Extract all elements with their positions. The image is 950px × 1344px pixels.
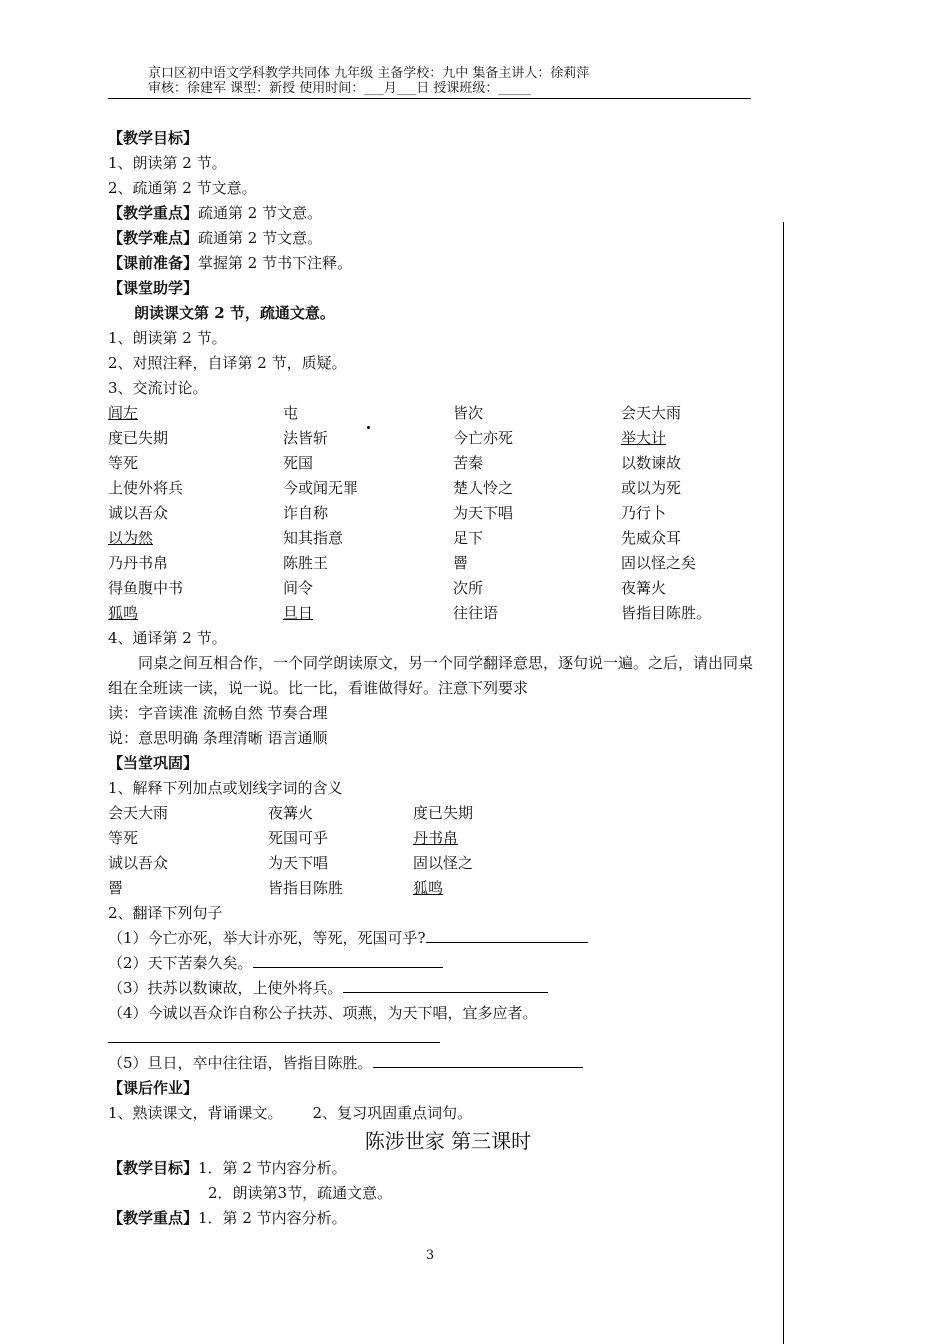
vocab-word: 今亡亦死 [453,429,514,447]
answer-blank[interactable] [108,1028,440,1043]
margin-rule [783,222,784,1344]
vocab-row [108,401,758,426]
vocab-word: 上使外将兵 [108,479,184,497]
answer-blank[interactable] [373,1053,583,1068]
lesson3-key [108,1206,758,1231]
vocab-word: 陈胜王 [283,554,329,572]
vocab-word: 旦日 [283,604,314,622]
answer-blank[interactable] [343,978,548,993]
vocab-row [108,476,758,501]
prep-text: 掌握第 2 节书下注释。 [198,254,353,272]
vocab-row [108,426,758,451]
explain-word: 皆指目陈胜 [268,879,344,897]
vocab-word: 皆次 [453,404,484,422]
explain-word: 夜篝火 [268,804,314,822]
explain-word: 固以怪之 [413,854,474,872]
vocab-word: 以数谏故 [621,454,682,472]
homework-heading: 【课后作业】 [108,1079,199,1097]
explain-word: 等死 [108,829,139,847]
explain-word: 为天下唱 [268,854,329,872]
vocab-row [108,551,758,576]
translate-4: （4）今诚以吾众诈自称公子扶苏、项燕，为天下唱，宜多应者。 [108,1004,538,1022]
answer-blank[interactable] [253,953,443,968]
header-rule [108,98,751,99]
vocab-word: 以为然 [108,529,154,547]
vocab-word: 间令 [283,579,314,597]
goal-item-1: 1、朗读第 2 节。 [108,154,227,172]
vocab-word: 为天下唱 [453,504,514,522]
help-subtitle: 朗读课文第 2 节，疏通文意。 [134,304,335,322]
vocab-word: 今或闻无罪 [283,479,359,497]
vocab-word: 先威众耳 [621,529,682,547]
step-4: 4、通译第 2 节。 [108,629,227,647]
explain-word: 会天大雨 [108,804,169,822]
vocab-word: 次所 [453,579,484,597]
goal-heading: 【教学目标】 [108,129,199,147]
lesson3-goal [108,1156,758,1181]
explain-grid [108,801,758,901]
vocab-row [108,501,758,526]
goal-item-2: 2、疏通第 2 节文意。 [108,179,257,197]
key-point [108,201,758,226]
difficulty-text: 疏通第 2 节文意。 [198,229,323,247]
reading-requirements: 读：字音读准 流畅自然 节奏合理 [108,704,328,722]
translate-1-text: （1）今亡亦死，举大计亦死，等死，死国可乎? [108,929,426,947]
worksheet-body [108,126,758,1231]
question-2: 2、翻译下列句子 [108,904,223,922]
lesson3-key-1: 1．第 2 节内容分析。 [198,1209,347,1227]
vocab-word: 举大计 [621,429,667,447]
step-3: 3、交流讨论。 [108,379,208,397]
translate-2-text: （2）天下苦秦久矣。 [108,954,253,972]
prep-heading: 【课前准备】 [108,254,199,272]
vocab-row [108,526,758,551]
vocab-word: 往往语 [453,604,499,622]
question-1: 1、解释下列加点或划线字词的含义 [108,779,343,797]
vocab-word: 度已失期 [108,429,169,447]
vocab-word: 乃丹书帛 [108,554,169,572]
vocab-word: 诈自称 [283,504,329,522]
translate-5 [108,1051,758,1076]
explain-row [108,826,758,851]
explain-word: 狐鸣 [413,879,444,897]
explain-word: 丹书帛 [413,829,459,847]
homework-item-1: 1、熟读课文，背诵课文。 [108,1104,283,1122]
lesson3-goal-heading: 【教学目标】 [108,1159,199,1177]
explain-word: 罾 [108,879,124,897]
explain-row [108,801,758,826]
difficulty [108,226,758,251]
explain-row [108,876,758,901]
vocab-word: 死国 [283,454,314,472]
vocab-word: 固以怪之矣 [621,554,697,572]
vocab-grid [108,401,758,626]
vocab-word: 楚人怜之 [453,479,514,497]
step-2: 2、对照注释，自译第 2 节，质疑。 [108,354,347,372]
vocab-row [108,451,758,476]
vocab-word: 狐鸣 [108,604,139,622]
explain-word: 死国可乎 [268,829,329,847]
difficulty-heading: 【教学难点】 [108,229,199,247]
vocab-word: 闾左 [108,404,139,422]
vocab-word: 罾 [453,554,469,572]
explain-row [108,851,758,876]
key-text: 疏通第 2 节文意。 [198,204,323,222]
vocab-word: 足下 [453,529,484,547]
page-number: 3 [425,1248,435,1263]
vocab-word: 夜篝火 [621,579,667,597]
help-heading: 【课堂助学】 [108,279,199,297]
homework-items [108,1101,758,1126]
translate-2 [108,951,758,976]
vocab-word: 屯 [283,401,453,426]
consolidation-heading: 【当堂巩固】 [108,754,199,772]
lesson3-goal-1: 1．第 2 节内容分析。 [198,1159,347,1177]
header-line-2: 审核：徐建军 课型：新授 使用时间：___月___日 授课班级：_____ [148,81,531,96]
vocab-word: 得鱼腹中书 [108,579,184,597]
vocab-word: 法皆斩 [283,429,329,447]
vocab-row [108,601,758,626]
translate-3-text: （3）扶苏以数谏故，上使外将兵。 [108,979,343,997]
translate-3 [108,976,758,1001]
lesson-title: 陈涉世家 第三课时 [364,1129,532,1153]
vocab-word: 苦秦 [453,454,484,472]
header-line-1: 京口区初中语文学科教学共同体 九年级 主备学校：九中 集备主讲人：徐莉萍 [148,66,590,81]
vocab-word: 诚以吾众 [108,504,169,522]
translate-4-answer [108,1026,758,1051]
translate-5-text: （5）旦日，卒中往往语，皆指目陈胜。 [108,1054,373,1072]
vocab-word: 等死 [108,454,139,472]
answer-blank[interactable] [426,928,588,943]
vocab-word: 知其指意 [283,529,344,547]
vocab-word: 或以为死 [621,479,682,497]
instruction-paragraph: 同桌之间互相合作，一个同学朗读原文，另一个同学翻译意思，逐句说一遍。之后，请出同桌组在全班读一读，说一说。比一比，看谁做得好。注意下列要求 [108,654,754,697]
preparation [108,251,758,276]
vocab-word: 皆指目陈胜。 [621,604,712,622]
vocab-word: 乃行卜 [621,504,667,522]
step-1: 1、朗读第 2 节。 [108,329,227,347]
lesson3-key-heading: 【教学重点】 [108,1209,199,1227]
explain-word: 诚以吾众 [108,854,169,872]
explain-word: 度已失期 [413,804,474,822]
translate-1 [108,926,758,951]
lesson3-goal-2: 2．朗读第3节，疏通文意。 [208,1184,393,1202]
homework-item-2: 2、复习巩固重点词句。 [312,1104,473,1122]
key-heading: 【教学重点】 [108,204,199,222]
vocab-row [108,576,758,601]
vocab-word: 会天大雨 [621,404,682,422]
speaking-requirements: 说：意思明确 条理清晰 语言通顺 [108,729,328,747]
